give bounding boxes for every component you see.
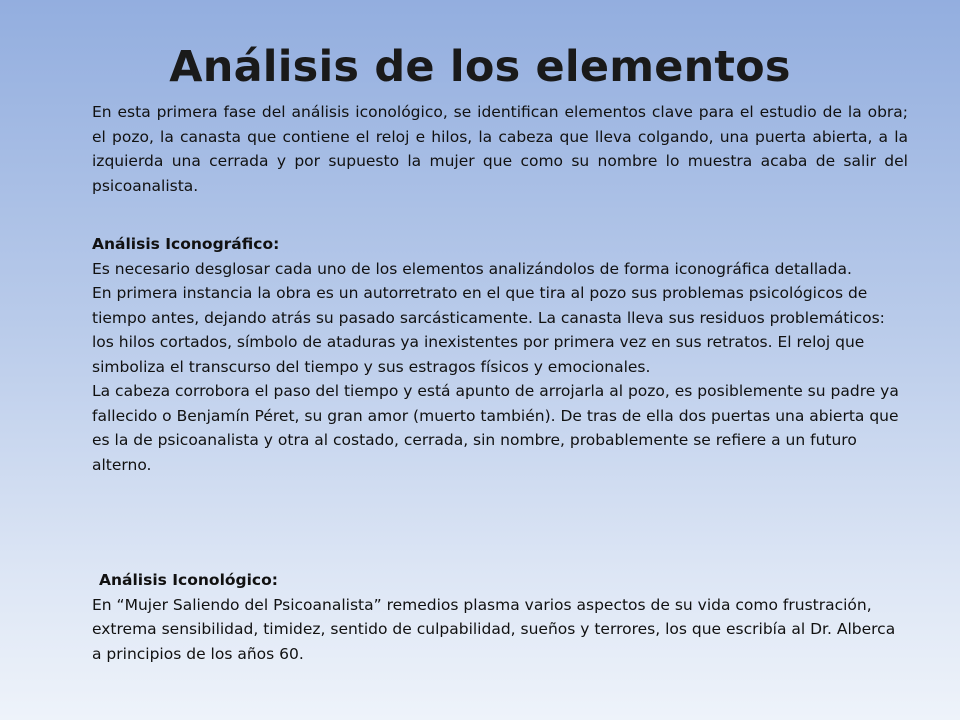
iconographic-paragraph-3: La cabeza corrobora el paso del tiempo y está apunto de arrojarla al pozo, es posiblemente su padre ya fallecido o Benjamín Péret, su gran amor (muerto también). De tras de ella dos puertas una abierta que es la de psicoanalista y otra al costado, cerrada, sin nombre, probablemente se refiere a un futuro alterno. [92,382,899,474]
iconographic-section [92,232,908,477]
iconographic-paragraph-1: Es necesario desglosar cada uno de los elementos analizándolos de forma iconográfica detallada. [92,259,852,278]
slide-title: Análisis de los elementos [169,41,791,92]
intro-section [92,100,908,198]
iconological-section [92,568,908,666]
iconographic-paragraph-2: En primera instancia la obra es un autorretrato en el que tira al pozo sus problemas psicológicos de tiempo antes, dejando atrás su pasado sarcásticamente. La canasta lleva sus residuos problemáticos: los hilos cortados, símbolo de ataduras ya inexistentes por primera vez en sus retratos. El reloj que simboliza el transcurso del tiempo y sus estragos físicos y emocionales. [92,284,885,376]
iconological-heading: Análisis Iconológico: [99,571,278,589]
iconological-paragraph: En “Mujer Saliendo del Psicoanalista” remedios plasma varios aspectos de su vida como frustración, extrema sensibilidad, timidez, sentido de culpabilidad, sueños y terrores, los que escribía al Dr. Alberca a principios de los años 60. [92,595,896,663]
iconographic-heading: Análisis Iconográfico: [92,235,280,253]
intro-paragraph: En esta primera fase del análisis iconológico, se identifican elementos clave para el estudio de la obra; el pozo, la canasta que contiene el reloj e hilos, la cabeza que lleva colgando, una puerta abierta, a la izquierda una cerrada y por supuesto la mujer que como su nombre lo muestra acaba de salir del psicoanalista. [92,103,908,195]
